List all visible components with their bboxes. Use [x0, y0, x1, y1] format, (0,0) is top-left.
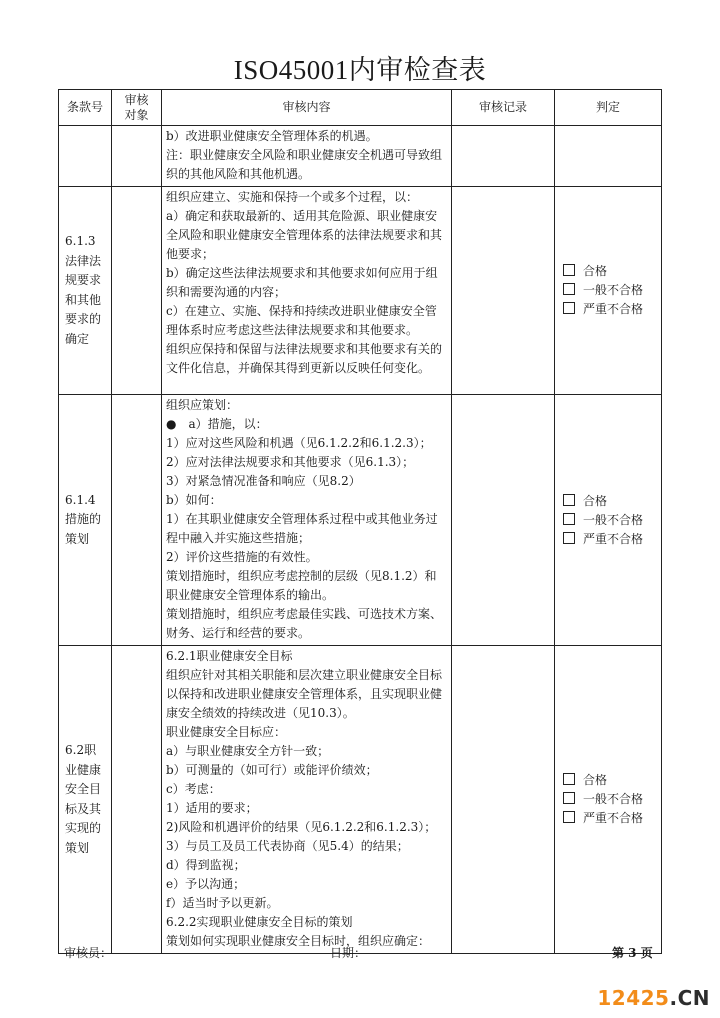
content-line: a）与职业健康安全方针一致； [166, 744, 330, 758]
content-cell [162, 646, 452, 954]
footer-date: 日期： [330, 946, 367, 960]
content-line: 职业健康安全目标应： [166, 725, 287, 739]
page-title: ISO45001内审检查表 [233, 55, 487, 85]
object-cell[interactable] [112, 395, 162, 646]
verdict-label: 严重不合格 [583, 302, 644, 316]
verdict-option-pass[interactable] [563, 262, 658, 281]
checkbox-icon[interactable] [563, 264, 575, 276]
checkbox-icon[interactable] [563, 513, 575, 525]
content-line: 组织应建立、实施和保持一个或多个过程，以： [166, 190, 419, 204]
verdict-cell [555, 646, 662, 954]
verdict-option-major[interactable] [563, 300, 658, 319]
clause-cell [59, 395, 112, 646]
content-line: 6.2.1职业健康安全目标 [166, 649, 293, 663]
verdict-label: 一般不合格 [583, 512, 644, 527]
checkbox-icon[interactable] [563, 302, 575, 314]
verdict-option-major[interactable] [563, 809, 658, 828]
content-line: b）可测量的（如可行）或能评价绩效； [166, 763, 378, 777]
content-line: c）在建立、实施、保持和持续改进职业健康安全管理体系时应考虑这些法律法规要求和其他要求。 [166, 304, 437, 337]
content-line: b）确定这些法律法规要求和其他要求如何应用于组织和需要沟通的内容； [166, 266, 438, 299]
verdict-option-minor[interactable] [563, 511, 658, 530]
content-line: 6.2.2实现职业健康安全目标的策划 [166, 915, 353, 929]
clause-text: 6.1.4措施的策划 [65, 492, 102, 546]
content-line: b）如何： [166, 493, 222, 507]
header-object [112, 90, 162, 126]
verdict-cell [555, 126, 662, 187]
watermark-suffix: .CN [669, 986, 710, 1010]
content-line: 策划措施时，组织应考虑最佳实践、可选技术方案、财务、运行和经营的要求。 [166, 607, 443, 640]
content-line: d）得到监视； [166, 858, 246, 872]
checklist-table [58, 89, 662, 954]
content-line: a）确定和获取最新的、适用其危险源、职业健康安全风险和职业健康安全管理体系的法律法规要求和其他要求； [166, 209, 443, 261]
object-cell[interactable] [112, 646, 162, 954]
content-line: 3）对紧急情况准备和响应（见8.2） [166, 474, 361, 488]
table-row [59, 646, 662, 954]
verdict-label: 合格 [583, 773, 608, 787]
content-line: 2）应对法律法规要求和其他要求（见6.1.3）； [166, 455, 415, 469]
clause-text: 6.1.3法律法规要求和其他要求的确定 [65, 234, 102, 346]
content-line: 策划措施时，组织应考虑控制的层级（见8.1.2）和职业健康安全管理体系的输出。 [166, 569, 437, 602]
content-cell [162, 187, 452, 395]
checkbox-icon[interactable] [563, 792, 575, 804]
table-header-row [59, 90, 662, 126]
content-line: 组织应针对其相关职能和层次建立职业健康安全目标以保持和改进职业健康安全管理体系，且实现职业健康安全绩效的持续改进（见10.3）。 [166, 668, 443, 720]
clause-cell [59, 126, 112, 187]
verdict-option-major[interactable] [563, 530, 658, 549]
content-cell [162, 395, 452, 646]
content-line: 注：职业健康安全风险和职业健康安全机遇可导致组织的其他风险和其他机遇。 [166, 148, 443, 181]
table-row [59, 395, 662, 646]
verdict-option-pass[interactable] [563, 492, 658, 511]
verdict-cell [555, 395, 662, 646]
table-row [59, 187, 662, 395]
footer-page-number: 第 3 页 [612, 946, 653, 960]
verdict-label: 严重不合格 [583, 811, 644, 825]
header-verdict: 判定 [555, 90, 662, 126]
content-line: c）考虑： [166, 782, 221, 796]
verdict-label: 合格 [583, 493, 608, 508]
verdict-label: 合格 [583, 264, 608, 278]
verdict-label: 一般不合格 [583, 792, 644, 806]
header-object-text: 审核对象 [124, 92, 149, 122]
record-cell[interactable] [452, 395, 555, 646]
verdict-option-minor[interactable] [563, 790, 658, 809]
clause-cell [59, 187, 112, 395]
content-line: ● a）措施，以： [166, 417, 268, 431]
site-watermark [597, 986, 710, 1010]
verdict-option-pass[interactable] [563, 771, 658, 790]
content-line: 组织应策划： [166, 398, 239, 412]
content-line: 3）与员工及员工代表协商（见5.4）的结果； [166, 839, 409, 853]
content-line: 1）适用的要求； [166, 801, 258, 815]
clause-text: 6.2职业健康安全目标及其实现的策划 [65, 743, 102, 855]
checkbox-icon[interactable] [563, 494, 575, 506]
record-cell[interactable] [452, 646, 555, 954]
record-cell[interactable] [452, 126, 555, 187]
content-line: 2）评价这些措施的有效性。 [166, 550, 318, 564]
verdict-option-minor[interactable] [563, 281, 658, 300]
content-cell [162, 126, 452, 187]
verdict-cell [555, 187, 662, 395]
content-line: f）适当时予以更新。 [166, 896, 279, 910]
content-line: 1）在其职业健康安全管理体系过程中或其他业务过程中融入并实施这些措施； [166, 512, 438, 545]
object-cell[interactable] [112, 187, 162, 395]
content-line: 策划如何实现职业健康安全目标时，组织应确定： [166, 934, 431, 948]
content-line: 组织应保持和保留与法律法规要求和其他要求有关的文件化信息，并确保其得到更新以反映任何变化。 [166, 342, 443, 375]
header-record: 审核记录 [452, 90, 555, 126]
checkbox-icon[interactable] [563, 773, 575, 785]
footer-auditor: 审核员： [64, 946, 113, 960]
record-cell[interactable] [452, 187, 555, 395]
checkbox-icon[interactable] [563, 283, 575, 295]
watermark-number: 12425 [597, 986, 670, 1010]
table-row [59, 126, 662, 187]
verdict-label: 严重不合格 [583, 531, 644, 546]
verdict-label: 一般不合格 [583, 283, 644, 297]
content-line: b）改进职业健康安全管理体系的机遇。 [166, 129, 378, 143]
checkbox-icon[interactable] [563, 532, 575, 544]
header-content: 审核内容 [162, 90, 452, 126]
checkbox-icon[interactable] [563, 811, 575, 823]
content-line: 2)风险和机遇评价的结果（见6.1.2.2和6.1.2.3）； [166, 820, 437, 834]
object-cell[interactable] [112, 126, 162, 187]
content-line: e）予以沟通； [166, 877, 246, 891]
content-line: 1）应对这些风险和机遇（见6.1.2.2和6.1.2.3）； [166, 436, 432, 450]
clause-cell [59, 646, 112, 954]
header-clause: 条款号 [59, 90, 112, 126]
